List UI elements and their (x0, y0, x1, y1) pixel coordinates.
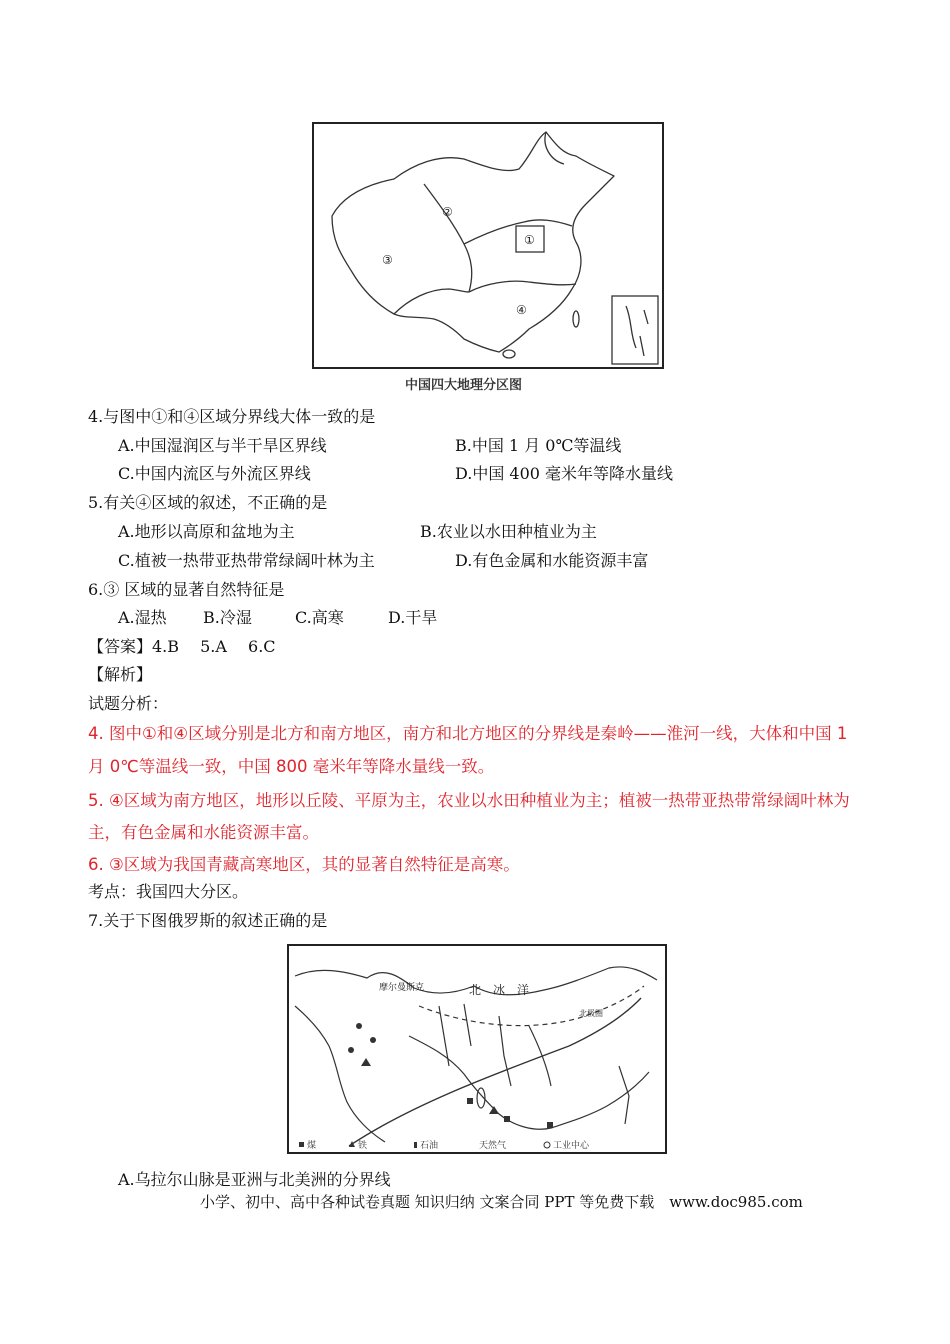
murmansk-label: 摩尔曼斯克 (379, 983, 425, 993)
q4-stem: 4.与图中①和④区域分界线大体一致的是 (88, 407, 376, 426)
legend-oil: 石油 (420, 1141, 439, 1151)
q6-stem: 6.③ 区域的显著自然特征是 (88, 580, 285, 599)
q6-option-b: B.冷湿 (203, 608, 252, 627)
q4-option-a: A.中国湿润区与半干旱区界线 (118, 436, 327, 455)
q4-option-d: D.中国 400 毫米年等降水量线 (455, 464, 674, 483)
arctic-ocean-label: 北 冰 洋 (469, 983, 530, 997)
legend-iron: 铁 (358, 1141, 368, 1151)
explanation-5-line2: 主，有色金属和水能资源丰富。 (88, 823, 319, 842)
q5-option-a: A.地形以高原和盆地为主 (118, 522, 295, 541)
q5-stem: 5.有关④区域的叙述，不正确的是 (88, 493, 328, 512)
region-2-marker: ② (442, 205, 453, 219)
q7-option-a: A.乌拉尔山脉是亚洲与北美洲的分界线 (118, 1170, 391, 1189)
analysis-intro: 试题分析： (88, 694, 169, 713)
kaodian-line: 考点：我国四大分区。 (88, 882, 249, 901)
q4-option-c: C.中国内流区与外流区界线 (118, 464, 311, 483)
russia-map-drawing (289, 946, 665, 1152)
explanation-5-line1: 5. ④区域为南方地区，地形以丘陵、平原为主，农业以水田种植业为主；植被一热带亚热带常绿阔叶林为 (88, 791, 850, 810)
china-regions-map (312, 122, 664, 369)
q7-stem: 7.关于下图俄罗斯的叙述正确的是 (88, 911, 328, 930)
q6-option-c: C.高寒 (295, 608, 344, 627)
explanation-4-line2: 月 0℃等温线一致，中国 800 毫米年等降水量线一致。 (88, 757, 495, 776)
explanation-4-line1: 4. 图中①和④区域分别是北方和南方地区，南方和北方地区的分界线是秦岭——淮河一线，大体和中国 1 (88, 724, 848, 743)
russia-map (287, 944, 667, 1154)
map1-caption: 中国四大地理分区图 (405, 378, 523, 393)
analysis-label: 【解析】 (88, 665, 153, 684)
footer-line: 小学、初中、高中各种试卷真题 知识归纳 文案合同 PPT 等免费下载 www.doc985.com (200, 1193, 803, 1211)
q6-option-a: A.湿热 (118, 608, 167, 627)
q4-option-b: B.中国 1 月 0℃等温线 (455, 436, 622, 455)
q5-option-d: D.有色金属和水能资源丰富 (455, 551, 649, 570)
region-3-marker: ③ (382, 253, 393, 267)
region-1-marker: ① (524, 233, 535, 247)
legend-industry: 工业中心 (553, 1141, 590, 1151)
legend-coal: 煤 (307, 1141, 317, 1151)
russia-map-legend (299, 1139, 590, 1151)
answer-line: 【答案】4.B 5.A 6.C (88, 637, 276, 656)
region-4-marker: ④ (516, 303, 527, 317)
q5-option-c: C.植被一热带亚热带常绿阔叶林为主 (118, 551, 375, 570)
legend-gas: 天然气 (479, 1141, 507, 1151)
arctic-circle-label: 北极圈 (579, 1009, 603, 1018)
q6-option-d: D.干旱 (388, 608, 438, 627)
china-map-drawing (314, 124, 662, 367)
q5-option-b: B.农业以水田种植业为主 (420, 522, 597, 541)
explanation-6-line1: 6. ③区域为我国青藏高寒地区，其的显著自然特征是高寒。 (88, 855, 520, 874)
